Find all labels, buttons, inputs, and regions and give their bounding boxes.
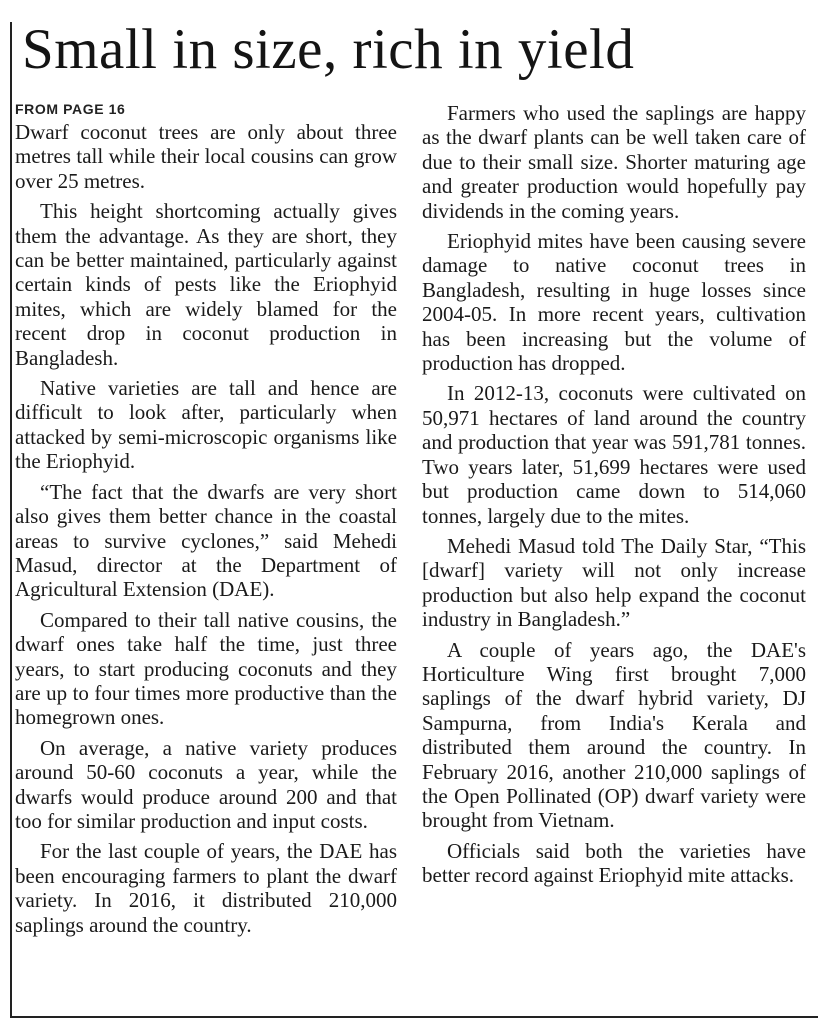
- paragraph: Dwarf coconut trees are only about three metres tall while their local cousins can grow over 25 metres.: [15, 120, 397, 193]
- paragraph: A couple of years ago, the DAE's Horticulture Wing first brought 7,000 saplings of the dwarf hybrid variety, DJ Sampurna, from India's Kerala and distributed them around the country. In February 2016, another 210,000 saplings of the Open Pollinated (OP) dwarf variety were brought from Vietnam.: [422, 637, 806, 833]
- bottom-border-rule: [10, 1016, 818, 1018]
- paragraph: For the last couple of years, the DAE has been encouraging farmers to plant the dwarf variety. In 2016, it distributed 210,000 saplings around the country.: [15, 839, 397, 937]
- jump-line: FROM PAGE 16: [15, 101, 126, 117]
- paragraph: Farmers who used the saplings are happy as the dwarf plants can be well taken care of due to their small size. Shorter maturing age and greater production would hopefully pay dividends in the coming years.: [422, 101, 806, 223]
- left-column: [15, 98, 397, 937]
- paragraph: Eriophyid mites have been causing severe damage to native coconut trees in Bangladesh, resulting in huge losses since 2004-05. In more recent years, cultivation has been increasing but the volume of production has dropped.: [422, 229, 806, 376]
- headline: Small in size, rich in yield: [22, 18, 635, 81]
- left-border-rule: [10, 22, 12, 1017]
- paragraph: “The fact that the dwarfs are very short also gives them better chance in the coastal areas to survive cyclones,” said Mehedi Masud, director at the Department of Agricultural Extension (DAE).: [15, 479, 397, 602]
- paragraph: This height shortcoming actually gives them the advantage. As they are short, they can be better maintained, particularly against certain kinds of pests like the Eriophyid mites, which are widely blamed for the recent drop in coconut production in Bangladesh.: [15, 199, 397, 370]
- paragraph: On average, a native variety produces around 50-60 coconuts a year, while the dwarfs would produce around 200 and that too for similar production and input costs.: [15, 735, 397, 833]
- paragraph: Officials said both the varieties have better record against Eriophyid mite attacks.: [422, 838, 806, 888]
- right-column: [422, 101, 806, 888]
- paragraph: Compared to their tall native cousins, the dwarf ones take half the time, just three years, to start producing coconuts and they are up to four times more productive than the homegrown ones.: [15, 607, 397, 730]
- paragraph: Native varieties are tall and hence are difficult to look after, particularly when attacked by semi-microscopic organisms like the Eriophyid.: [15, 376, 397, 474]
- paragraph: Mehedi Masud told The Daily Star, “This [dwarf] variety will not only increase production but also help expand the coconut industry in Bangladesh.”: [422, 533, 806, 632]
- paragraph: In 2012-13, coconuts were cultivated on 50,971 hectares of land around the country and production that year was 591,781 tonnes. Two years later, 51,699 hectares were used but production came down to 514,060 tonnes, largely due to the mites.: [422, 381, 806, 528]
